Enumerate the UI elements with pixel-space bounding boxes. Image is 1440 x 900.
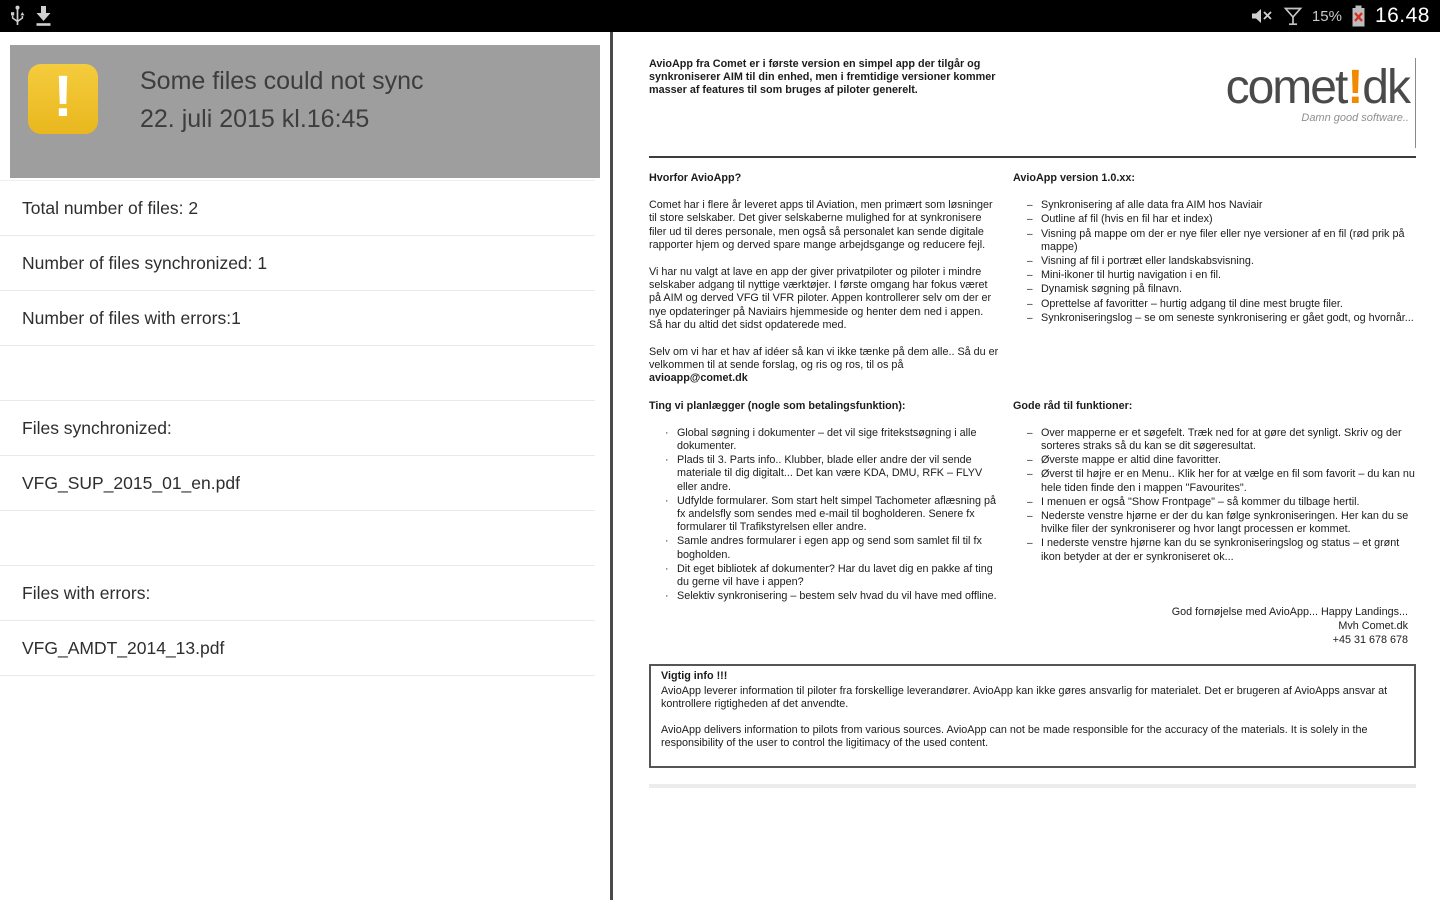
files-error-count-row: Number of files with errors:1 bbox=[0, 291, 595, 346]
header-divider bbox=[649, 156, 1416, 158]
disclaimer-danish: AvioApp leverer information til piloter fra forskellige leverandører. AvioApp kan ikke gøres ansvarlig for materialet. Det er brugeren af AvioApps ansvar at kontrollere rigtigheden af det anvendte. bbox=[661, 684, 1388, 710]
signoff-block bbox=[1013, 606, 1416, 648]
signoff-line: Mvh Comet.dk bbox=[1338, 620, 1408, 633]
bullet-item: · Plads til 3. Parts info.. Klubber, blade eller andre der vil sende materiale til dig digitalt... Det kan være KDA, DMU, RFK – FLYV eller andre. bbox=[663, 454, 999, 494]
bullet-item: – Øverste mappe er altid dine favoritter. bbox=[1027, 454, 1416, 467]
signoff-phone: +45 31 678 678 bbox=[1332, 634, 1408, 647]
sync-alert-banner bbox=[10, 45, 600, 178]
logo-exclamation: ! bbox=[1347, 61, 1362, 114]
bullet-item: – I nederste venstre hjørne kan du se synkroniseringslog og status – et grønt ikon betyder at der er synkroniseret ok... bbox=[1027, 537, 1416, 563]
sync-summary-list bbox=[0, 180, 595, 676]
why-heading: Hvorfor AvioApp? bbox=[649, 172, 742, 184]
section-tips bbox=[1013, 400, 1416, 649]
mute-icon bbox=[1250, 6, 1274, 26]
section-version-features bbox=[1013, 172, 1416, 400]
section-why-avioapp bbox=[649, 172, 999, 400]
version-feature-list bbox=[1027, 199, 1416, 325]
frontpage-document[interactable] bbox=[613, 32, 1440, 900]
files-synced-count-row: Number of files synchronized: 1 bbox=[0, 236, 595, 291]
page-footer-line bbox=[649, 784, 1416, 788]
planned-heading: Ting vi planlægger (nogle som betalingsfunktion): bbox=[649, 399, 906, 412]
logo-tagline: Damn good software.. bbox=[1301, 112, 1409, 124]
error-file-row[interactable]: VFG_AMDT_2014_13.pdf bbox=[0, 621, 595, 676]
warning-icon: ! bbox=[28, 64, 98, 134]
signoff-line: God fornøjelse med AvioApp... Happy Landings... bbox=[1171, 605, 1408, 618]
signal-icon bbox=[1283, 6, 1303, 26]
comet-logo-text: comet!dk bbox=[1225, 61, 1409, 114]
bullet-item: – I menuen er også "Show Frontpage" – så kommer du tilbage hertil. bbox=[1027, 496, 1416, 509]
alert-title: Some files could not sync bbox=[140, 67, 424, 95]
bullet-item: · Udfylde formularer. Som start helt simpel Tachometer aflæsning på fx andelsfly som sendes med e-mail til bogholderen. Senere fx formularer til Trafikstyrelsen eller andre. bbox=[663, 495, 999, 535]
disclaimer-english: AvioApp delivers information to pilots from various sources. AvioApp can not be made responsible for the accuracy of the materials. It is solely in the responsibility of the user to control the ligitimacy of the used content. bbox=[661, 724, 1368, 750]
tips-heading: Gode råd til funktioner: bbox=[1013, 399, 1133, 412]
battery-icon bbox=[1351, 4, 1366, 28]
bullet-item: · Dit eget bibliotek af dokumenter? Har du lavet dig en pakke af ting du gerne vil have i appen? bbox=[663, 563, 999, 589]
bullet-item: – Mini-ikoner til hurtig navigation i en fil. bbox=[1027, 269, 1416, 282]
why-paragraph-2: Vi har nu valgt at lave en app der giver privatpiloter og piloter i mindre selskaber adgang til nyttige værktøjer. I første omgang har fokus været på AIM og derved VFG til VFR piloter. Appen kontrollerer selv om der er nye opdateringer på Naviairs hjemmeside og henter dem ned i appen. Så har du altid det sidst opdaterede med. bbox=[649, 266, 992, 331]
planned-feature-list bbox=[663, 427, 999, 604]
bullet-item: – Nederste venstre hjørne er der du kan følge synkroniseringen. Her kan du se hvilke filer der synkroniserer og hvor langt processen er kommet. bbox=[1027, 510, 1416, 536]
bullet-item: · Selektiv synkronisering – bestem selv hvad du vil have med offline. bbox=[663, 590, 999, 603]
bullet-item: – Synkroniseringslog – se om seneste synkronisering er gået godt, og hvornår... bbox=[1027, 312, 1416, 325]
sync-status-panel bbox=[0, 32, 613, 900]
intro-paragraph: AvioApp fra Comet er i første version en simpel app der tilgår og synkroniserer AIM til din enhed, men i fremtidige versioner kommer masser af features til som bruges af piloter generelt. bbox=[649, 58, 996, 97]
bullet-item: · Samle andres formularer i egen app og send som samlet fil til fx bogholden. bbox=[663, 535, 999, 561]
comet-logo bbox=[1225, 61, 1409, 125]
clock: 16.48 bbox=[1374, 4, 1430, 27]
why-paragraph-1: Comet har i flere år leveret apps til Aviation, men primært som løsninger til store selskaber. Det giver selskaberne mulighed for at synkronisere filer ud til deres personale, men også så personalet kan sende digitale rapporter hjem og derved spare mange arbejdsgange og reducere fejl. bbox=[649, 199, 993, 251]
android-status-bar[interactable] bbox=[0, 0, 1440, 32]
alert-timestamp: 22. juli 2015 kl.16:45 bbox=[140, 105, 370, 133]
battery-percent: 15% bbox=[1311, 7, 1342, 25]
download-icon bbox=[34, 5, 53, 27]
bullet-item: – Synkronisering af alle data fra AIM hos Naviair bbox=[1027, 199, 1416, 212]
usb-debugging-icon bbox=[10, 5, 25, 27]
total-files-row: Total number of files: 2 bbox=[0, 181, 595, 236]
spacer-row bbox=[0, 511, 595, 566]
document-header bbox=[649, 58, 1416, 148]
bullet-item: – Dynamisk søgning på filnavn. bbox=[1027, 283, 1416, 296]
tips-list bbox=[1027, 427, 1416, 564]
bullet-item: – Øverst til højre er en Menu.. Klik her for at vælge en fil som favorit – du kan nu hele tiden finde den i mappen "Favourites". bbox=[1027, 468, 1416, 494]
bullet-item: – Oprettelse af favoritter – hurtig adgang til dine mest brugte filer. bbox=[1027, 298, 1416, 311]
email-link[interactable]: avioapp@comet.dk bbox=[649, 372, 748, 385]
disclaimer-heading: Vigtig info !!! bbox=[661, 670, 728, 683]
contact-paragraph: Selv om vi har et hav af idéer så kan vi ikke tænke på dem alle.. Så du er velkommen til at sende forslag, og ris og ros, til os på avioapp@comet.dk bbox=[649, 346, 999, 385]
document-columns bbox=[649, 172, 1416, 648]
version-heading: AvioApp version 1.0.xx: bbox=[1013, 172, 1136, 184]
section-planned-features bbox=[649, 400, 999, 649]
bullet-item: – Over mapperne er et søgefelt. Træk ned for at gøre det synligt. Skriv og der sorteres straks så du kan se dit søgeresultat. bbox=[1027, 427, 1416, 453]
synced-file-row[interactable]: VFG_SUP_2015_01_en.pdf bbox=[0, 456, 595, 511]
spacer-row bbox=[0, 346, 595, 401]
files-synced-header-row: Files synchronized: bbox=[0, 401, 595, 456]
bullet-item: – Visning på mappe om der er nye filer eller nye versioner af en fil (rød prik på mappe) bbox=[1027, 228, 1416, 254]
files-error-header-row: Files with errors: bbox=[0, 566, 595, 621]
bullet-item: – Outline af fil (hvis en fil har et index) bbox=[1027, 213, 1416, 226]
bullet-item: – Visning af fil i portræt eller landskabsvisning. bbox=[1027, 255, 1416, 268]
disclaimer-box bbox=[649, 664, 1416, 767]
bullet-item: · Global søgning i dokumenter – det vil sige fritekstsøgning i alle dokumenter. bbox=[663, 427, 999, 453]
